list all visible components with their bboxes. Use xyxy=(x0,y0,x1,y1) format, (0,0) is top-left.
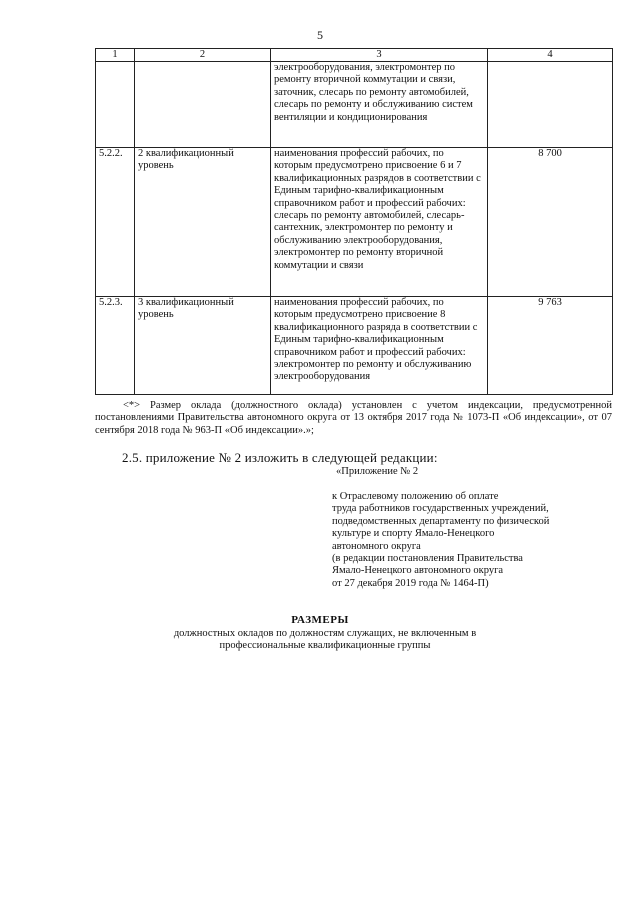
profession-description: электрооборудования, электромонтер по ремонту вторичной коммутации и связи, заточник, слесарь по ремонту автомобилей, слесарь по ремонту и обслуживанию систем вентиляции и кондиционирования xyxy=(271,62,488,148)
appendix-line: к Отраслевому положению об оплате xyxy=(332,491,499,502)
appendix-line: культуре и спорту Ямало-Ненецкого xyxy=(332,528,495,540)
row-number: 5.2.2. xyxy=(96,148,135,297)
row-number: 5.2.3. xyxy=(96,297,135,395)
appendix-line: подведомственных департаменту по физической xyxy=(332,515,550,527)
table-row xyxy=(96,148,613,297)
page-number: 5 xyxy=(317,28,323,42)
salary-value xyxy=(488,62,613,148)
appendix-title: «Приложение № 2 xyxy=(336,466,419,477)
salary-value: 8 700 xyxy=(488,148,613,297)
appendix-reference xyxy=(332,491,617,590)
profession-description: наименования профессий рабочих, по которым предусмотрено присвоение 8 квалификационного разряда в соответствии с Единым тарифно-квалификационным справочником работ и профессий рабочих: электромонтер по ремонту и обслуживанию электрооборудования xyxy=(271,297,488,395)
profession-description: наименования профессий рабочих, по которым предусмотрено присвоение 6 и 7 квалификационных разрядов в соответствии с Единым тарифно-квалификационным справочником работ и профессий рабочих: слесарь по ремонту автомобилей, слесарь-сантехник, электромонтер по ремонту и обслуживанию электрооборудования, электромонтер по ремонту вторичной коммутации и связи xyxy=(271,148,488,297)
qualification-level xyxy=(135,62,271,148)
appendix-line: Ямало-Ненецкого автономного округа xyxy=(332,565,504,577)
qualification-level: 2 квалификационный уровень xyxy=(135,148,271,297)
column-header: 2 xyxy=(135,49,271,62)
row-number xyxy=(96,62,135,148)
appendix-line: автономного округа xyxy=(332,540,421,552)
column-header: 3 xyxy=(271,49,488,62)
column-header: 1 xyxy=(96,49,135,62)
qualification-level: 3 квалификационный уровень xyxy=(135,297,271,395)
column-header: 4 xyxy=(488,49,613,62)
section-heading: РАЗМЕРЫ xyxy=(291,614,349,626)
footnote: <*> Размер оклада (должностного оклада) установлен с учетом индексации, предусмотренной постановлениями Правительства автономного округа от 13 октября 2017 года № 1073-П «Об индексации», от 07 сентября 2018 года № 963-П «Об индексации».»; xyxy=(95,400,612,436)
salary-value: 9 763 xyxy=(488,297,613,395)
section-subheading: должностных окладов по должностям служащих, не включенным в профессиональные квалификационные группы xyxy=(173,628,477,652)
table-row xyxy=(96,62,613,148)
appendix-line: от 27 декабря 2019 года № 1464-П) xyxy=(332,577,489,589)
amendment-clause: 2.5. приложение № 2 изложить в следующей редакции: xyxy=(122,450,438,465)
appendix-line: (в редакции постановления Правительства xyxy=(332,553,523,565)
table-header-row xyxy=(96,49,613,62)
table-row xyxy=(96,297,613,395)
appendix-line: труда работников государственных учреждений, xyxy=(332,503,549,515)
salary-table xyxy=(95,48,613,395)
